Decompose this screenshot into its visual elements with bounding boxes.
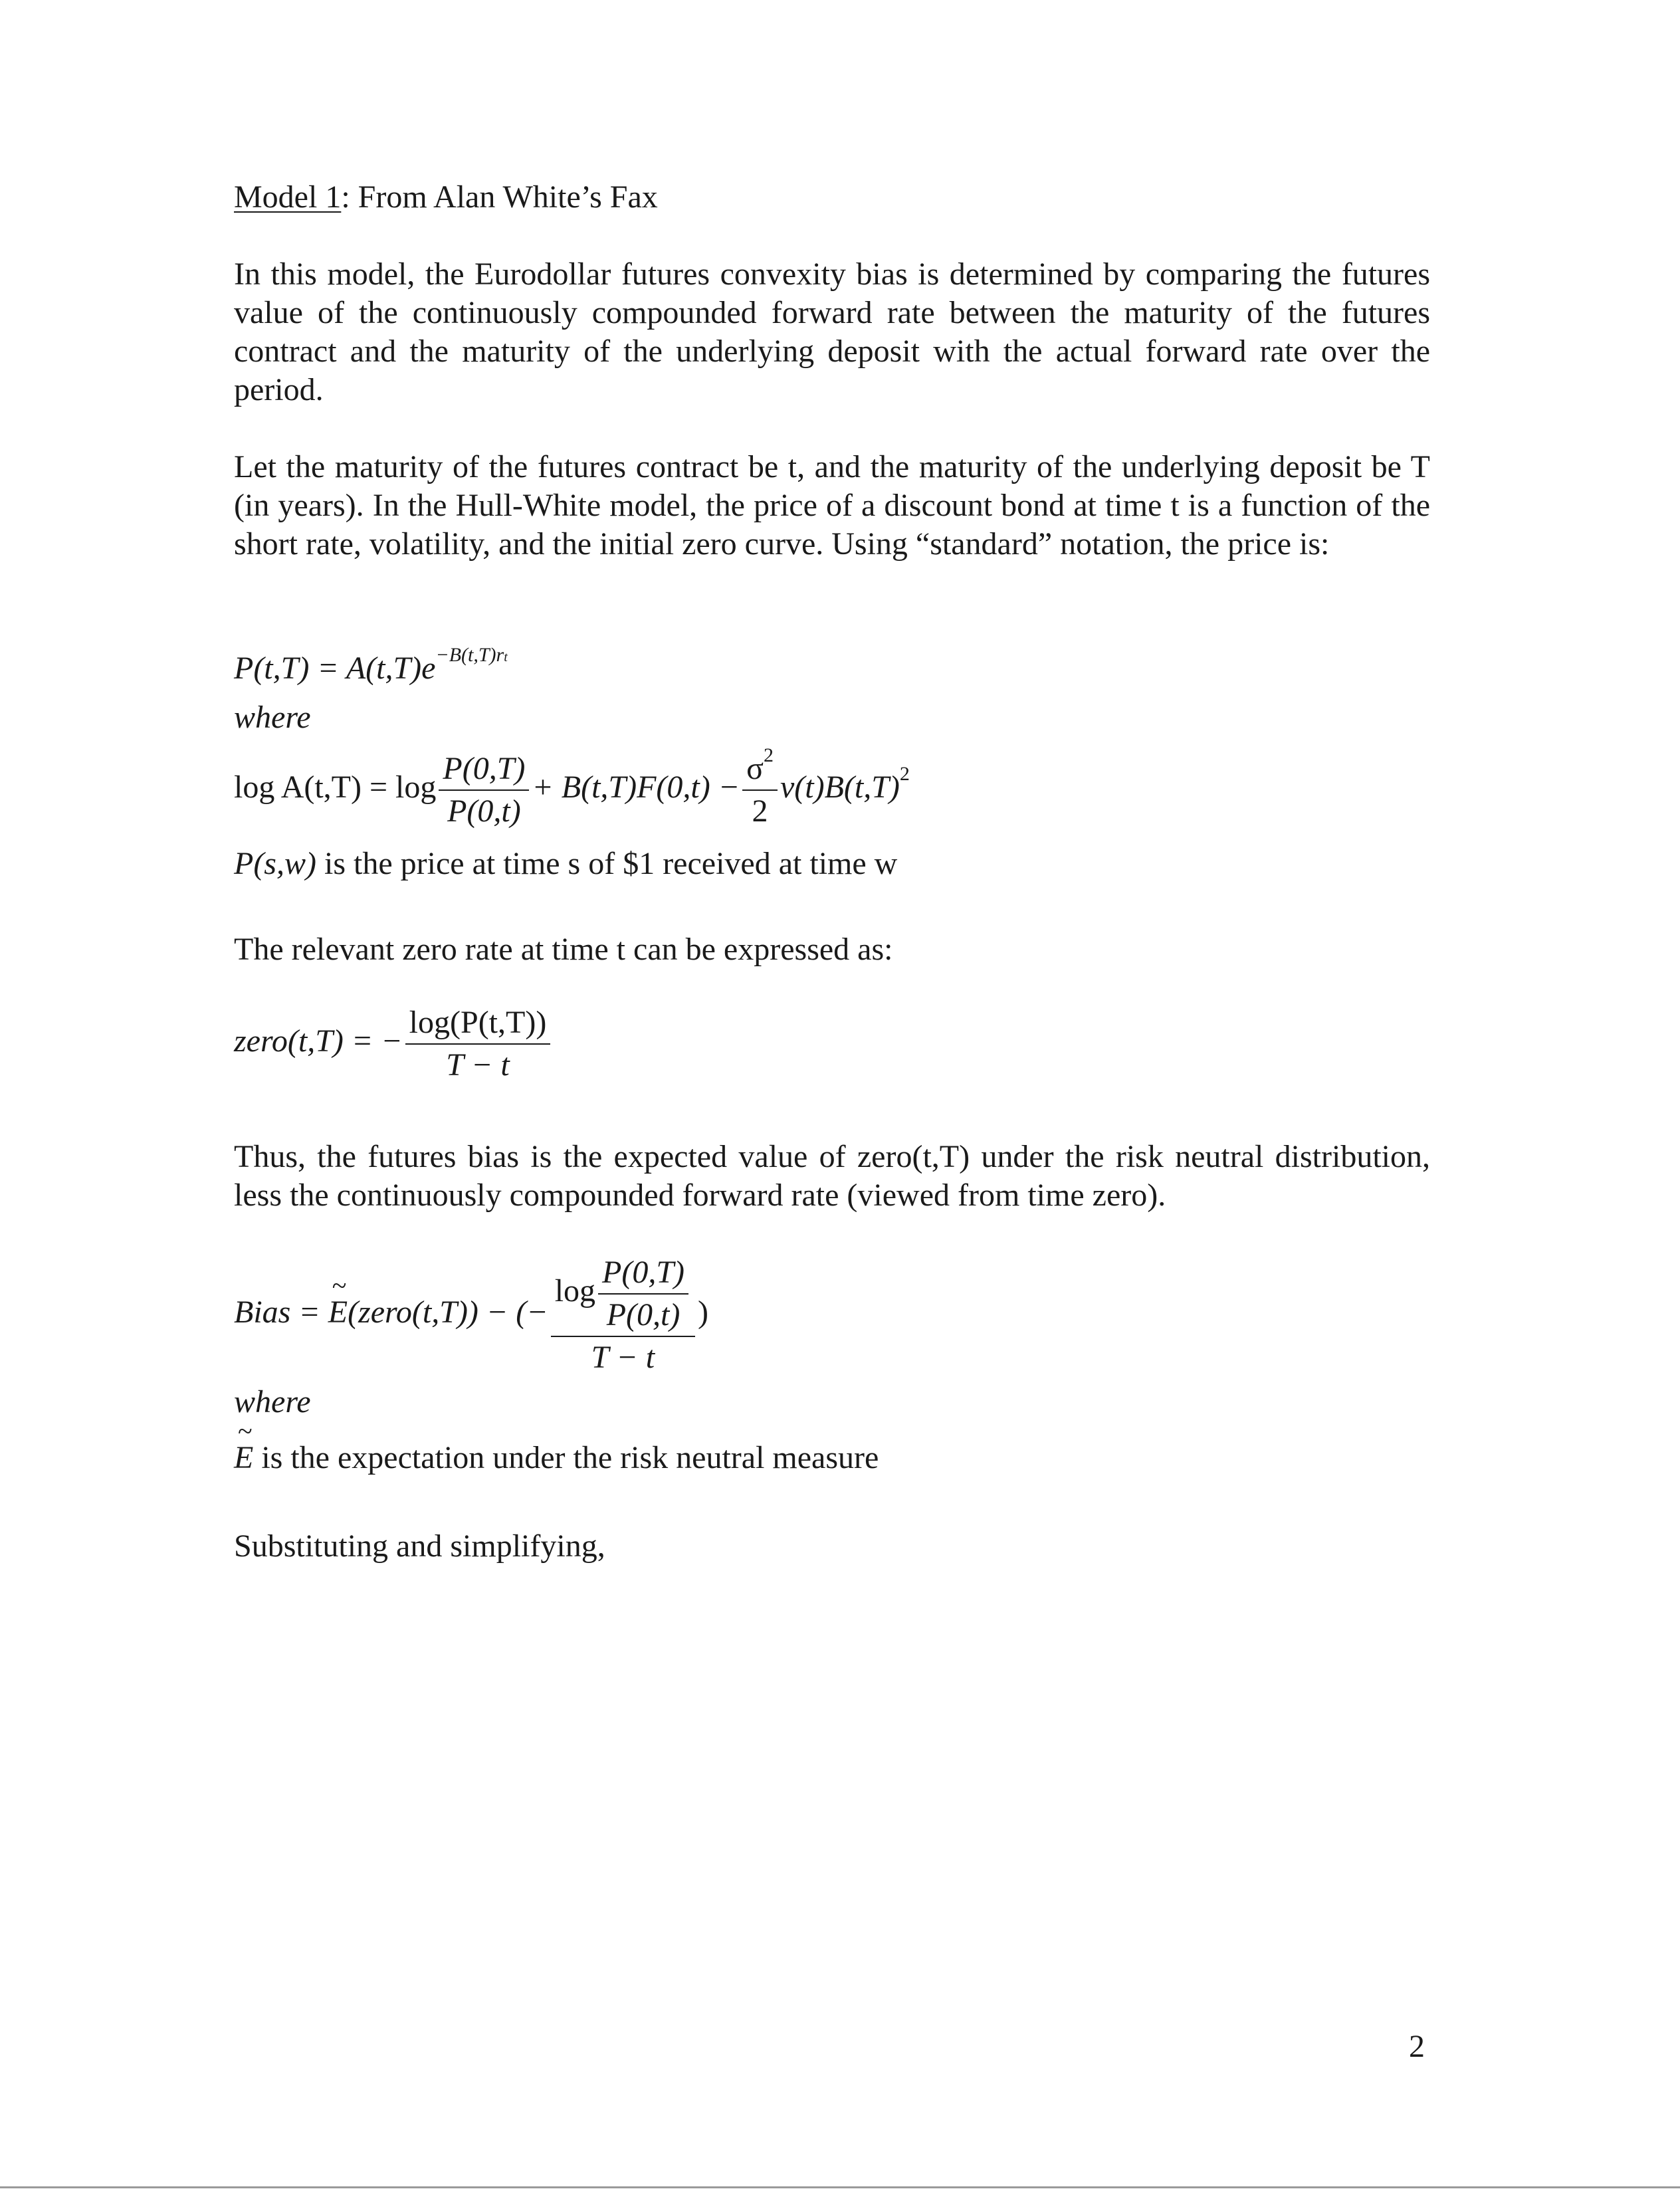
fraction-p0t-over-p0t bbox=[439, 751, 529, 829]
section-heading bbox=[234, 178, 1430, 217]
equation-bond-price-lhs: P(t,T) = A(t,T)e bbox=[234, 651, 436, 686]
equation-log-a-tail: v(t)B(t,T) bbox=[780, 770, 900, 805]
fraction-numerator: P(0,T) bbox=[439, 751, 529, 791]
page-number: 2 bbox=[1409, 2029, 1425, 2064]
expectation-symbol-2: ~ E bbox=[234, 1439, 253, 1476]
expectation-text: is the expectation under the risk neutral measure bbox=[253, 1440, 879, 1475]
paragraph-zero-rate: The relevant zero rate at time t can be expressed as: bbox=[234, 932, 893, 967]
fraction-bias-inner-numerator: P(0,T) bbox=[598, 1255, 688, 1295]
fraction-denominator: P(0,t) bbox=[447, 793, 521, 829]
heading-rest: : From Alan White’s Fax bbox=[341, 179, 658, 215]
where-label-1 bbox=[234, 699, 311, 736]
bias-inner-log: log bbox=[554, 1273, 596, 1309]
where-text-1: where bbox=[234, 700, 311, 735]
where-label-2 bbox=[234, 1384, 311, 1420]
paragraph-maturity: Let the maturity of the futures contract be t, and the maturity of the underlying deposit be T (in years). In the Hull-White model, the price of a discount bond at time t is a function of the short rate, volatility, and the initial zero curve. Using “standard” notation, the price is: bbox=[234, 449, 1430, 562]
expectation-definition bbox=[234, 1439, 879, 1476]
expectation-symbol: ~ E bbox=[328, 1294, 348, 1330]
fraction-bias-inner bbox=[598, 1255, 688, 1333]
where-text-2: where bbox=[234, 1384, 311, 1419]
fraction-bias-denominator: T − t bbox=[591, 1340, 655, 1375]
equation-bias-close: ) bbox=[698, 1295, 708, 1330]
fraction-bias-inner-denominator: P(0,t) bbox=[606, 1297, 681, 1332]
equation-bond-price-exponent: −B(t,T)r bbox=[435, 644, 504, 666]
page-bottom-edge bbox=[0, 2186, 1680, 2188]
paragraph-substituting: Substituting and simplifying, bbox=[234, 1528, 605, 1564]
equation-zero-lhs: zero(t,T) = − bbox=[234, 1023, 403, 1059]
psw-definition bbox=[234, 845, 897, 882]
sigma-symbol: σ bbox=[746, 751, 764, 786]
equation-log-a-lhs: log A(t,T) = log bbox=[234, 770, 437, 805]
equation-zero-rate bbox=[234, 1005, 553, 1083]
equation-log-a-middle: + B(t,T)F(0,t) − bbox=[532, 770, 740, 805]
equation-log-a: log A(t,T) = log $\frac{P(0,T)}{P(0,t)}$ + B(t,T)F(0,t) − $\frac{\sigma^2}{2}$ $v(t)B(t,T)^2$ bbox=[234, 744, 910, 829]
psw-text: is the price at time s of $1 received at time w bbox=[316, 846, 898, 881]
equation-bias bbox=[234, 1255, 708, 1376]
fraction-sigma-squared: $\frac{\sigma^2}{2}$ bbox=[742, 751, 778, 829]
heading-label: Model 1 bbox=[234, 179, 342, 215]
sigma-denominator: 2 bbox=[752, 793, 768, 829]
fraction-zero-numerator: log(P(t,T)) bbox=[405, 1005, 551, 1045]
psw-math: P(s,w) bbox=[234, 846, 316, 881]
paragraph-futures-bias: Thus, the futures bias is the expected value of zero(t,T) under the risk neutral distribution, less the continuously compounded forward rate (viewed from time zero). bbox=[234, 1139, 1430, 1213]
equation-bond-price: $P(t,T) = A(t,T)e^{-B(t,T)rt}$ bbox=[234, 644, 508, 686]
fraction-bias bbox=[551, 1255, 695, 1376]
fraction-zero bbox=[405, 1005, 551, 1083]
fraction-zero-denominator: T − t bbox=[446, 1047, 510, 1083]
equation-bias-middle: (zero(t,T)) − (− bbox=[348, 1295, 548, 1330]
paragraph-intro: In this model, the Eurodollar futures convexity bias is determined by comparing the futures value of the continuously compounded forward rate between the maturity of the futures contract and the maturity of the underlying deposit with the actual forward rate over the period. bbox=[234, 257, 1430, 407]
equation-bias-lhs: Bias = bbox=[234, 1295, 328, 1330]
